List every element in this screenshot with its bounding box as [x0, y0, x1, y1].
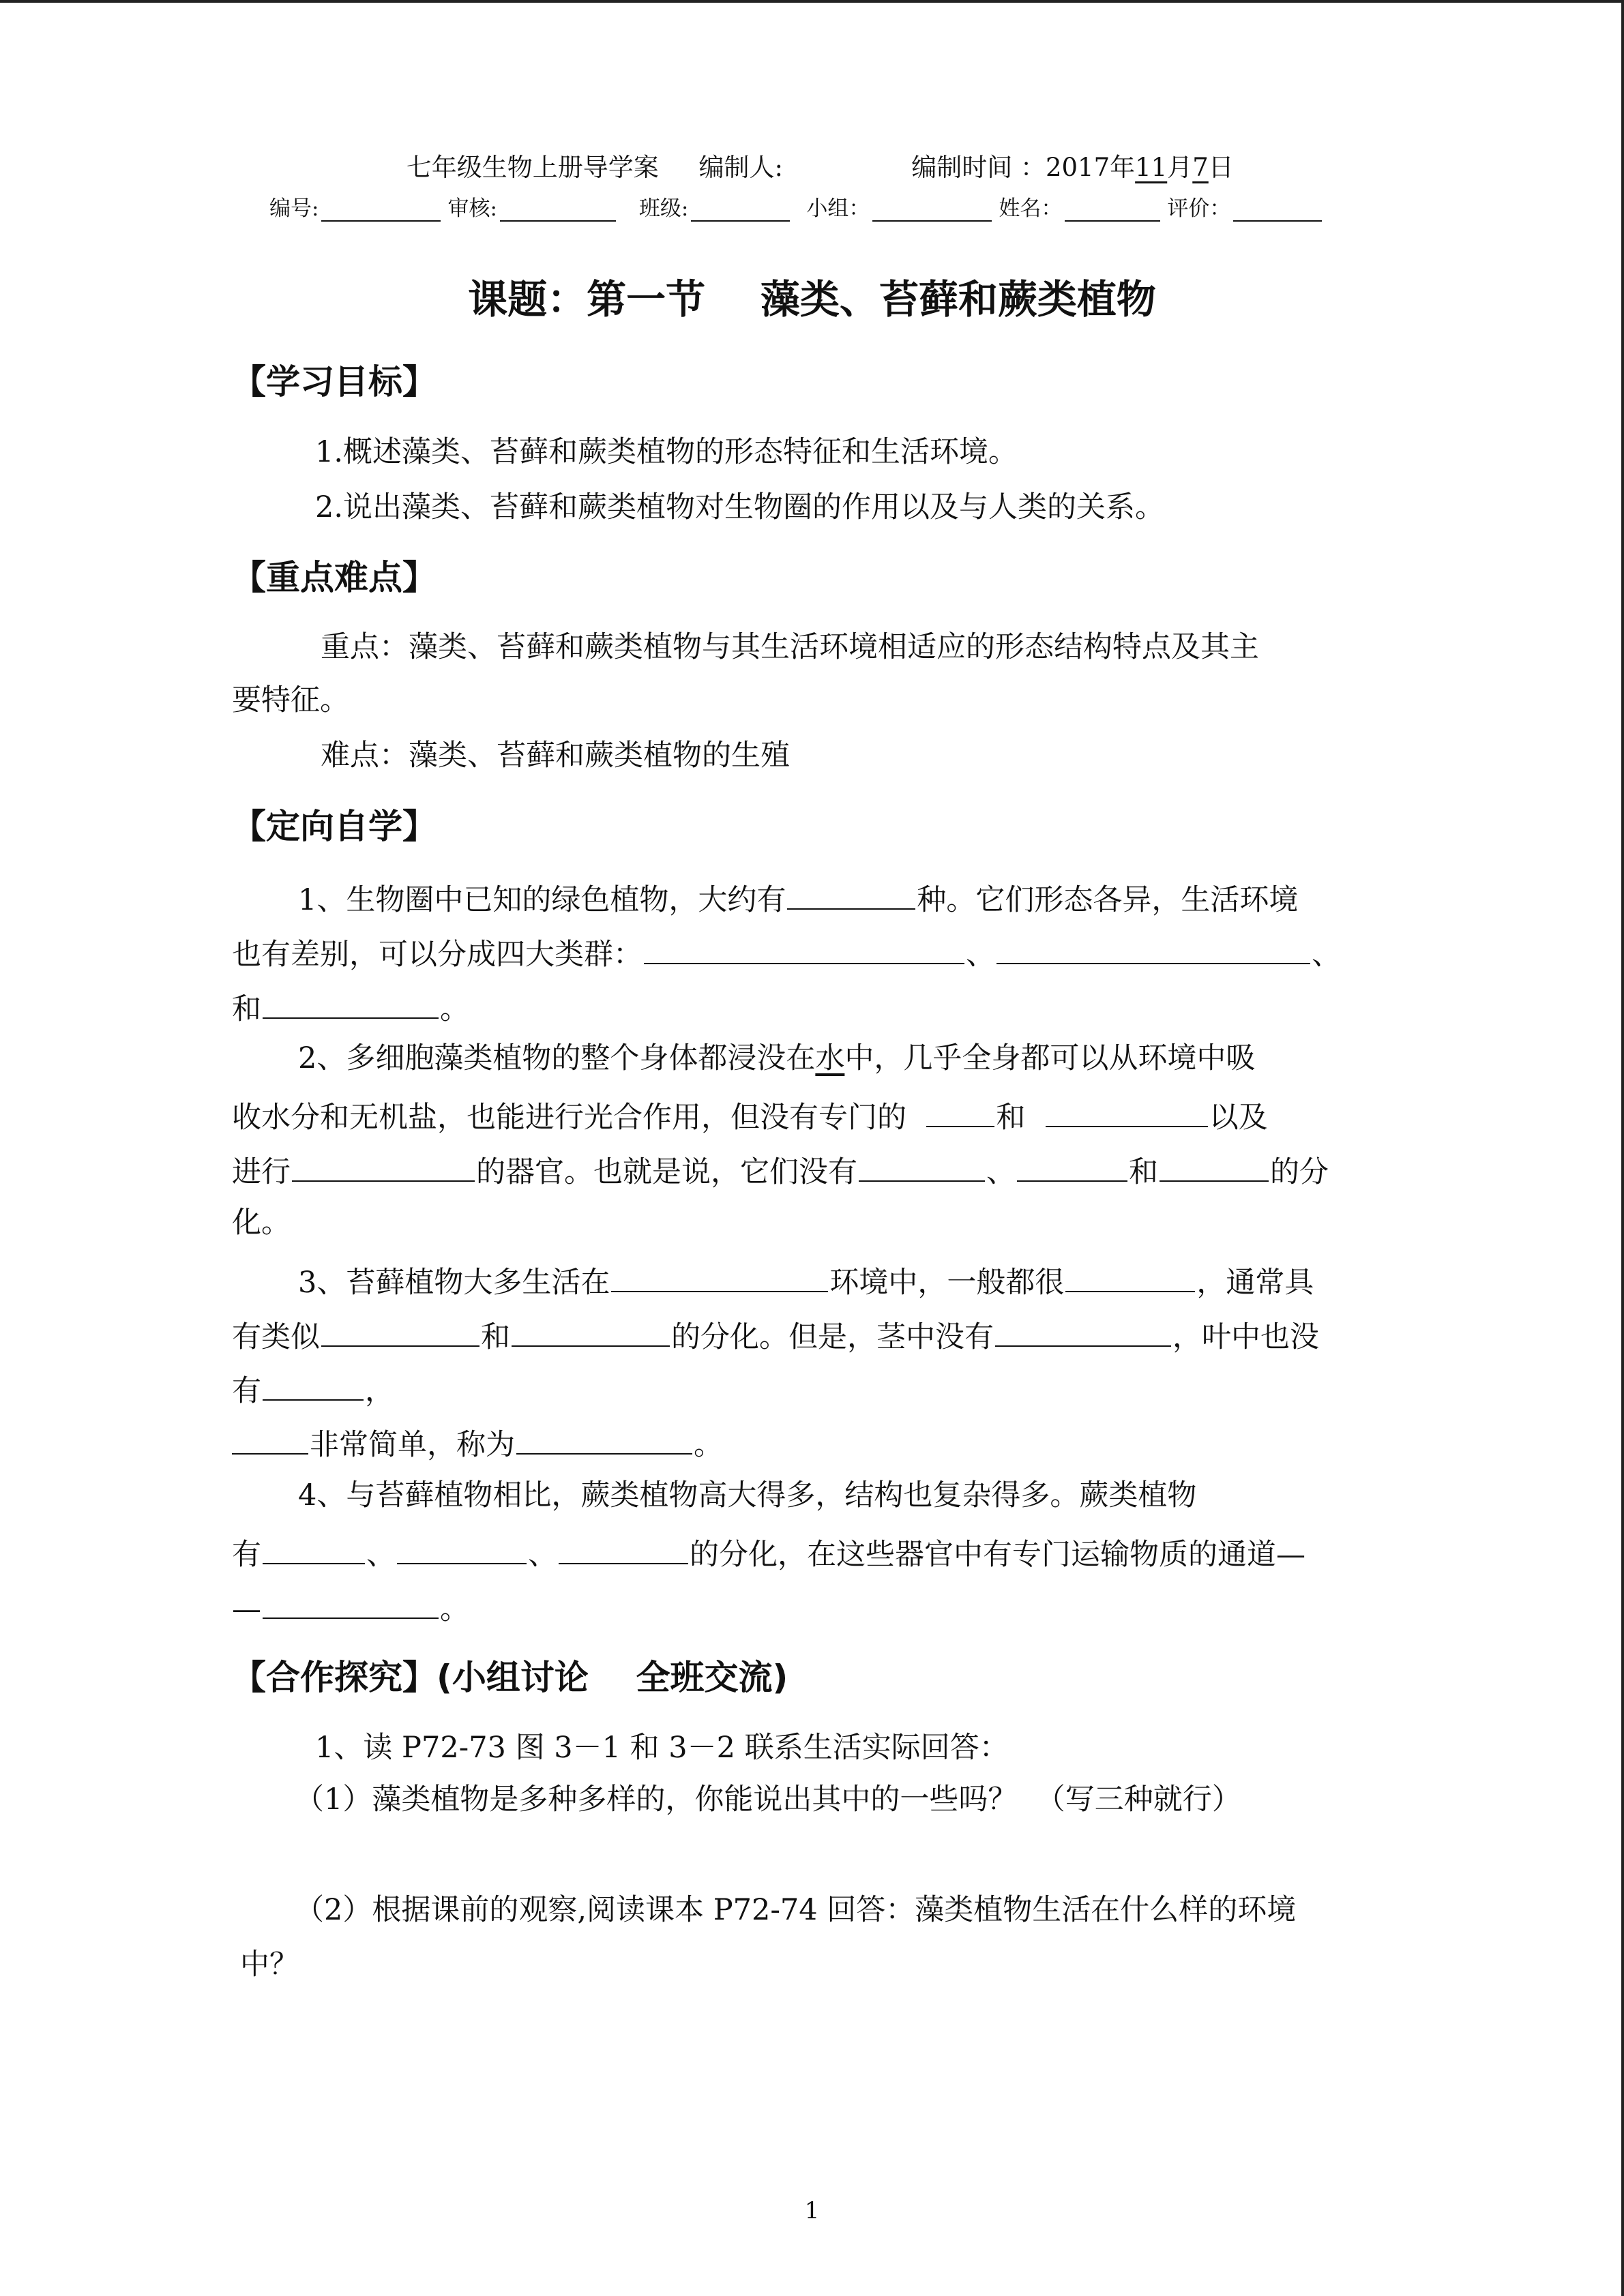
q4-blank-2[interactable]: [397, 1536, 527, 1564]
q1-line-3: 和 。: [232, 990, 469, 1024]
number-blank[interactable]: [321, 200, 441, 222]
q2-line-2: 收水分和无机盐，也能进行光合作用，但没有专门的 和 以及: [232, 1099, 1268, 1133]
q1-blank-group-1[interactable]: [644, 936, 964, 964]
q1-blank-count[interactable]: [787, 881, 915, 910]
q2-blank-1[interactable]: [926, 1099, 994, 1127]
page-border-right: [1621, 0, 1624, 2296]
q3-line-1: 3、苔藓植物大多生活在 环境中，一般都很 ，通常具: [298, 1264, 1314, 1298]
name-label: 姓名：: [999, 196, 1063, 221]
q3-blank-1[interactable]: [611, 1264, 828, 1292]
name-blank[interactable]: [1065, 200, 1160, 222]
q4-line-1: 4、与苔藓植物相比，蕨类植物高大得多，结构也复杂得多。蕨类植物: [298, 1478, 1197, 1512]
q2-blank-2[interactable]: [1046, 1099, 1208, 1127]
q2-blank-5[interactable]: [1017, 1153, 1127, 1182]
review-blank[interactable]: [500, 200, 616, 222]
q3-blank-3[interactable]: [321, 1318, 479, 1347]
q1-blank-group-3[interactable]: [263, 990, 439, 1019]
class-label: 班级:: [638, 196, 689, 221]
evaluation-label: 评价：: [1167, 196, 1231, 221]
difficulty-line: 难点：藻类、苔藓和蕨类植物的生殖: [321, 739, 790, 773]
key-point-line-2: 要特征。: [232, 683, 349, 717]
goal-item-2: 2.说出藻类、苔藓和蕨类植物对生物圈的作用以及与人类的关系。: [315, 490, 1165, 524]
page-number: 1: [804, 2197, 820, 2224]
q3-blank-2[interactable]: [1065, 1264, 1195, 1292]
course-name: 七年级生物上册导学案: [406, 153, 659, 182]
number-label: 编号:: [269, 196, 319, 221]
time-label: 编制时间 ：2017年: [911, 153, 1136, 182]
q1-line-1: 1、生物圈中已知的绿色植物，大约有 种。它们形态各异，生活环境: [298, 881, 1298, 915]
q2-blank-6[interactable]: [1160, 1153, 1269, 1182]
q2-line-4: 化。: [232, 1206, 291, 1240]
form-fields-row: [269, 191, 1329, 222]
lesson-title: 课题：第一节 藻类、苔藓和蕨类植物: [468, 276, 1156, 323]
q4-blank-1[interactable]: [263, 1536, 365, 1564]
document-header: 七年级生物上册导学案 编制人: 编制时间 ：2017年11月7日: [406, 153, 1234, 182]
key-point-line-1: 重点：藻类、苔藓和蕨类植物与其生活环境相适应的形态结构特点及其主: [321, 630, 1259, 664]
day-value: 7: [1192, 153, 1209, 182]
goals-heading: 【学习目标】: [232, 362, 437, 402]
cooperate-question-1: （1）藻类植物是多种多样的，你能说出其中的一些吗？ （写三种就行）: [295, 1783, 1241, 1817]
q3-line-2: 有类似 和 的分化。但是，茎中没有 ，叶中也没: [232, 1318, 1319, 1352]
q2-line-3: 进行 的器官。也就是说，它们没有 、 和 的分: [232, 1153, 1329, 1187]
cooperate-question-2: （2）根据课前的观察,阅读课本 P72-74 回答：藻类植物生活在什么样的环境: [295, 1893, 1297, 1927]
month-value: 11: [1135, 153, 1168, 182]
q4-blank-4[interactable]: [263, 1590, 439, 1619]
q2-blank-4[interactable]: [859, 1153, 985, 1182]
review-label: 审核:: [447, 196, 497, 221]
evaluation-blank[interactable]: [1233, 200, 1322, 222]
q3-blank-4[interactable]: [512, 1318, 670, 1347]
q3-blank-8[interactable]: [516, 1426, 692, 1455]
q1-line-2: 也有差别，可以分成四大类群： 、 、: [232, 936, 1341, 970]
q3-blank-6[interactable]: [263, 1372, 364, 1401]
q4-line-2: 有 、 、 的分化，在这些器官中有专门运输物质的通道—: [232, 1536, 1305, 1570]
q1-blank-group-2[interactable]: [996, 936, 1310, 964]
page-border-top: [0, 0, 1624, 3]
cooperate-item-1: 1、读 P72-73 图 3－1 和 3－2 联系生活实际回答：: [315, 1731, 1009, 1765]
q3-line-4: 非常简单，称为 。: [232, 1426, 723, 1460]
compiler-label: 编制人:: [698, 153, 784, 182]
q2-line-1: 2、多细胞藻类植物的整个身体都浸没在水中，几乎全身都可以从环境中吸: [298, 1041, 1256, 1075]
q3-blank-5[interactable]: [995, 1318, 1171, 1347]
q4-blank-3[interactable]: [559, 1536, 688, 1564]
class-blank[interactable]: [691, 200, 790, 222]
q2-blank-3[interactable]: [292, 1153, 475, 1182]
cooperate-heading: 【合作探究】(小组讨论 全班交流): [232, 1658, 788, 1697]
group-label: 小组：: [806, 196, 870, 221]
q3-blank-7[interactable]: [232, 1426, 308, 1455]
q3-line-3: 有 ，: [232, 1372, 394, 1406]
selfstudy-heading: 【定向自学】: [232, 807, 437, 846]
q4-line-3: — 。: [232, 1590, 469, 1624]
keypoints-heading: 【重点难点】: [232, 558, 437, 597]
group-blank[interactable]: [872, 200, 992, 222]
cooperate-question-2-cont: 中？: [240, 1948, 299, 1982]
goal-item-1: 1.概述藻类、苔藓和蕨类植物的形态特征和生活环境。: [315, 435, 1018, 469]
